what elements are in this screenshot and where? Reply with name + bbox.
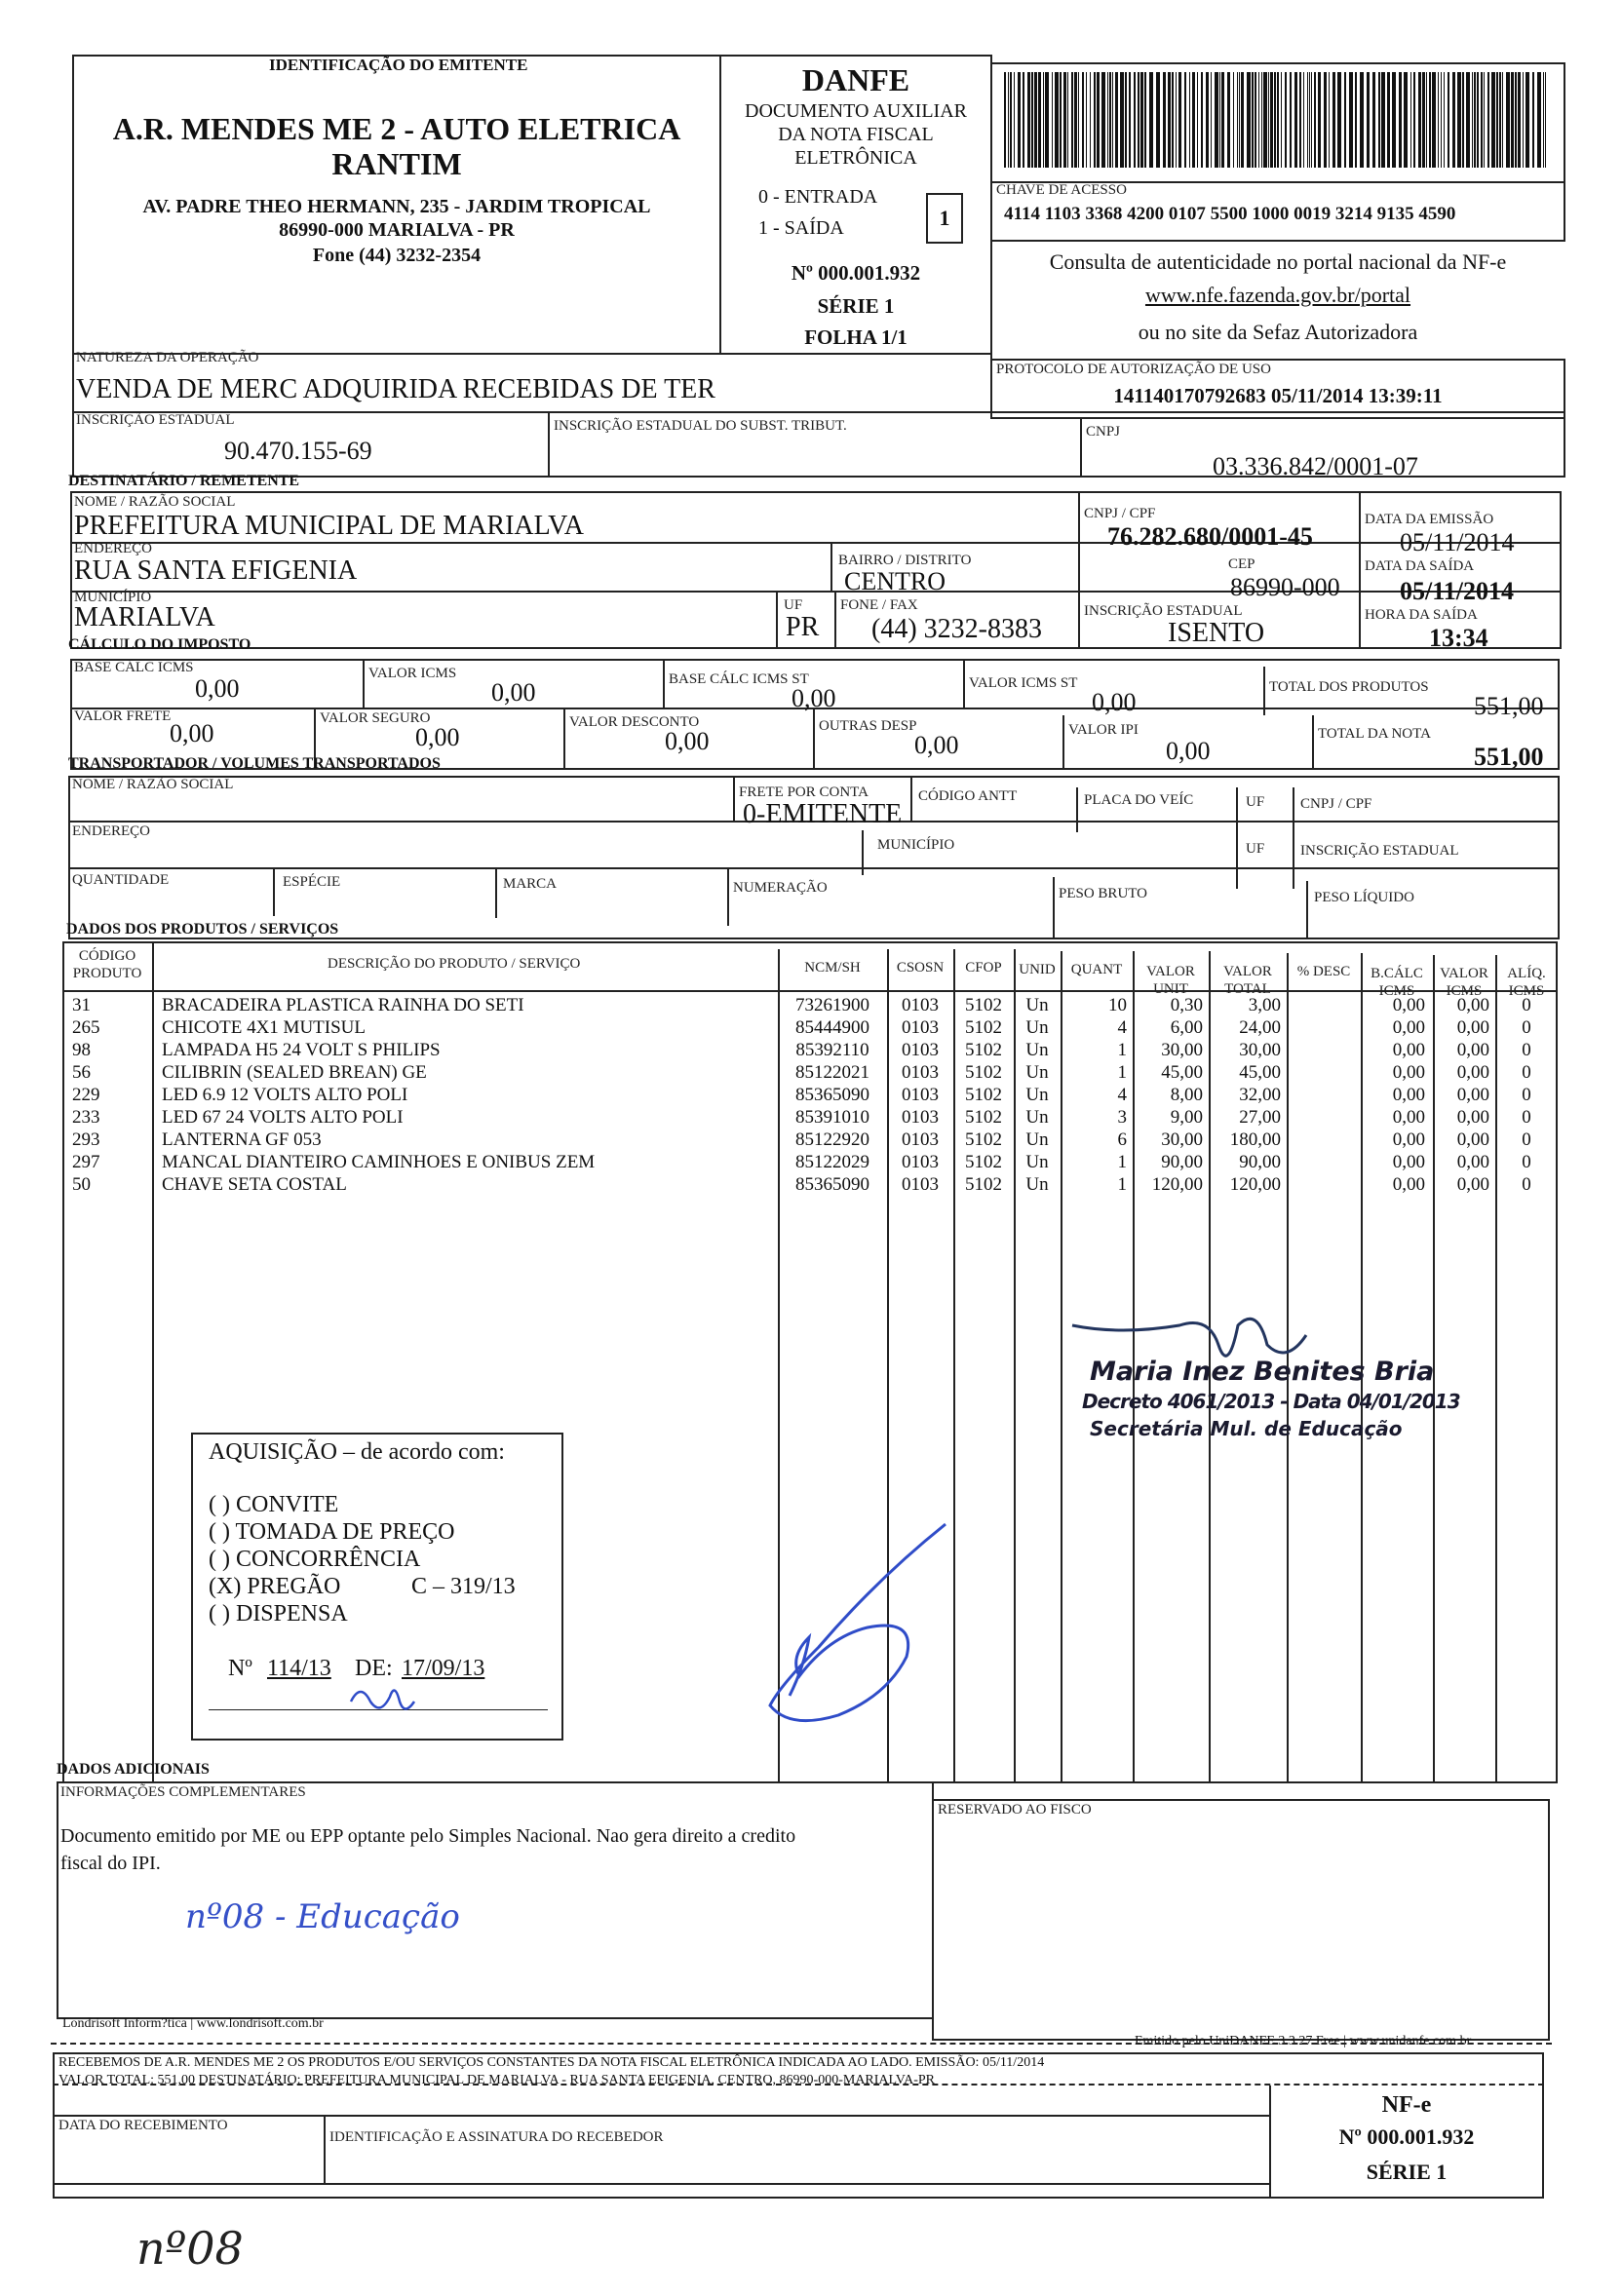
dest-saida: 05/11/2014 [1400,577,1515,605]
cell-vicms: 0,00 [1456,1062,1489,1083]
cell-vunit: 0,30 [1170,995,1203,1015]
cell-bcalc: 0,00 [1392,1085,1425,1105]
ie-st-label: INSCRIÇÃO ESTADUAL DO SUBST. TRIBUT. [554,418,847,434]
dest-municipio-label: MUNICÍPIO [74,590,152,605]
cell-ncm: 85365090 [795,1174,869,1195]
cell-vunit: 6,00 [1170,1017,1203,1038]
nfe-numero: Nº 000.001.932 [1338,2124,1475,2149]
cell-csosn: 0103 [902,1062,939,1083]
transp-numeracao-label: NUMERAÇÃO [733,880,828,896]
cell-unid: Un [1025,1040,1049,1060]
valor-icms-label: VALOR ICMS [368,666,457,681]
base-st-label: BASE CÁLC ICMS ST [669,671,809,687]
natureza-label: NATUREZA DA OPERAÇÃO [76,350,259,365]
natureza-value: VENDA DE MERC ADQUIRIDA RECEBIDAS DE TER [76,374,715,404]
cell-unid: Un [1025,1107,1049,1128]
cell-csosn: 0103 [902,995,939,1015]
th-desc: % DESC [1296,964,1351,979]
aquisicao-opt-5: ( ) DISPENSA [209,1601,348,1626]
cell-vicms: 0,00 [1456,1152,1489,1172]
aquisicao-num: 114/13 [267,1656,331,1681]
cell-aliq: 0 [1522,1085,1531,1105]
cell-ncm: 85122029 [795,1152,869,1172]
cell-bcalc: 0,00 [1392,1017,1425,1038]
total-nota-label: TOTAL DA NOTA [1318,726,1431,742]
ie-label: INSCRIÇÃO ESTADUAL [76,412,235,428]
cell-vicms: 0,00 [1456,1040,1489,1060]
seguro-label: VALOR SEGURO [320,710,431,726]
cell-quant: 4 [1117,1017,1127,1038]
desconto-label: VALOR DESCONTO [569,714,700,730]
aquisicao-title: AQUISIÇÃO – de acordo com: [209,1439,505,1465]
dest-emissao-label: DATA DA EMISSÃO [1365,512,1494,527]
imposto-box [70,659,1560,770]
ipi: 0,00 [1166,737,1211,765]
cell-cfop: 5102 [965,1040,1002,1060]
cell-quant: 6 [1117,1129,1127,1150]
cell-vunit: 8,00 [1170,1085,1203,1105]
cell-unid: Un [1025,1152,1049,1172]
outras-label: OUTRAS DESP [819,718,917,734]
dest-cnpj-label: CNPJ / CPF [1084,506,1156,521]
cell-ncm: 73261900 [795,995,869,1015]
emitente-address: AV. PADRE THEO HERMANN, 235 - JARDIM TROPICAL [142,196,651,217]
th-codigo-1: CÓDIGO [78,948,136,964]
imposto-section-label: CÁLCULO DO IMPOSTO [68,636,251,653]
emitente-name-2: RANTIM [331,146,462,181]
cell-aliq: 0 [1522,1129,1531,1150]
th-vunit-1: VALOR [1146,964,1195,979]
base-icms-label: BASE CÁLC ICMS [74,660,194,675]
chave-label: CHAVE DE ACESSO [996,182,1127,198]
protocolo-value: 141140170792683 05/11/2014 13:39:11 [1113,384,1443,407]
cell-cfop: 5102 [965,1174,1002,1195]
th-codigo-2: PRODUTO [72,966,142,981]
aquisicao-opt-2: ( ) TOMADA DE PREÇO [209,1519,455,1545]
cell-unid: Un [1025,995,1049,1015]
cell-ncm: 85391010 [795,1107,869,1128]
stamp-name: Maria Inez Benites Bria [1090,1357,1435,1387]
dest-uf: PR [786,612,820,642]
seguro: 0,00 [415,723,460,751]
cell-aliq: 0 [1522,995,1531,1015]
transp-qtd-label: QUANTIDADE [72,872,170,888]
cell-vunit: 90,00 [1161,1152,1203,1172]
th-vtotal-1: VALOR [1223,964,1272,979]
transp-frete-label: FRETE POR CONTA [739,784,869,800]
cell-vicms: 0,00 [1456,1129,1489,1150]
cell-csosn: 0103 [902,1040,939,1060]
cell-vunit: 30,00 [1161,1040,1203,1060]
th-bcalc-1: B.CÁLC [1371,966,1423,981]
total-nota: 551,00 [1474,743,1544,771]
cell-descricao: LED 67 24 VOLTS ALTO POLI [162,1107,404,1128]
transp-marca-label: MARCA [503,876,558,892]
ipi-label: VALOR IPI [1068,722,1139,738]
emitente-name-1: A.R. MENDES ME 2 - AUTO ELETRICA [112,111,681,146]
dest-ie-label: INSCRIÇÃO ESTADUAL [1084,603,1243,619]
transp-frete: 0-EMITENTE [743,799,903,829]
consulta-text-1: Consulta de autenticidade no portal nacional da NF-e [1049,249,1507,274]
cell-codigo: 297 [72,1152,100,1172]
cell-bcalc: 0,00 [1392,1174,1425,1195]
cell-descricao: LANTERNA GF 053 [162,1129,322,1150]
th-ncm: NCM/SH [804,960,861,976]
th-vunit-2: UNIT [1153,981,1188,997]
dest-bairro: CENTRO [844,567,946,595]
dest-cep-label: CEP [1228,556,1255,572]
cell-ncm: 85444900 [795,1017,869,1038]
cell-bcalc: 0,00 [1392,1152,1425,1172]
cell-unid: Un [1025,1017,1049,1038]
frete: 0,00 [170,719,214,747]
transp-cnpj-label: CNPJ / CPF [1300,796,1372,812]
cell-vtotal: 32,00 [1239,1085,1281,1105]
handwritten-bottom: nº08 [136,2222,244,2275]
dest-endereco: RUA SANTA EFIGENIA [74,555,358,586]
cell-quant: 1 [1117,1062,1127,1083]
cell-vicms: 0,00 [1456,1017,1489,1038]
cell-ncm: 85122021 [795,1062,869,1083]
th-aliq-1: ALÍQ. [1507,966,1546,981]
valor-st-label: VALOR ICMS ST [969,675,1078,691]
cell-vtotal: 45,00 [1239,1062,1281,1083]
dest-nome-label: NOME / RAZÃO SOCIAL [74,494,236,510]
cell-cfop: 5102 [965,1017,1002,1038]
th-vicms-2: ICMS [1446,983,1483,999]
outras: 0,00 [914,731,959,759]
recibo-text-1: RECEBEMOS DE A.R. MENDES ME 2 OS PRODUTOS E/OU SERVIÇOS CONSTANTES DA NOTA FISCAL ELETRÔNICA INDICADA AO LADO. EMISSÃO: 05/11/2014 [58,2055,1045,2070]
transp-endereco-label: ENDEREÇO [72,823,150,839]
cell-vtotal: 120,00 [1229,1174,1281,1195]
transp-uf2-label: UF [1246,841,1265,857]
chave-value: 4114 1103 3368 4200 0107 5500 1000 0019 3214 9135 4590 [1004,204,1456,224]
cell-codigo: 229 [72,1085,100,1105]
cell-vtotal: 90,00 [1239,1152,1281,1172]
info-text-1: Documento emitido por ME ou EPP optante pelo Simples Nacional. Nao gera direito a credito [60,1825,796,1847]
consulta-text-2: ou no site da Sefaz Autorizadora [1138,320,1418,344]
cell-codigo: 233 [72,1107,100,1128]
cell-aliq: 0 [1522,1040,1531,1060]
aquisicao-initials [341,1672,419,1721]
cell-vicms: 0,00 [1456,1174,1489,1195]
valor-icms: 0,00 [491,678,536,707]
danfe-subtitle-2: DA NOTA FISCAL [778,124,934,145]
dest-fone: (44) 3232-8383 [871,614,1042,644]
cell-cfop: 5102 [965,1152,1002,1172]
cell-codigo: 56 [72,1062,91,1083]
cell-vtotal: 3,00 [1248,995,1281,1015]
cell-descricao: CHAVE SETA COSTAL [162,1174,347,1195]
destinatario-section-label: DESTINATÁRIO / REMETENTE [68,473,300,489]
danfe-subtitle-3: ELETRÔNICA [794,147,917,169]
frete-label: VALOR FRETE [74,708,172,724]
cell-vtotal: 180,00 [1229,1129,1281,1150]
consulta-url[interactable]: www.nfe.fazenda.gov.br/portal [1144,283,1411,307]
aquisicao-de: 17/09/13 [402,1656,485,1681]
th-csosn: CSOSN [896,960,945,976]
stamp-cargo: Secretária Mul. de Educação [1090,1417,1403,1440]
cell-descricao: MANCAL DIANTEIRO CAMINHOES E ONIBUS ZEM [162,1152,596,1172]
cell-codigo: 265 [72,1017,100,1038]
danfe-tipo-box: 1 [926,193,963,244]
blue-signature [760,1520,955,1735]
cell-cfop: 5102 [965,1062,1002,1083]
total-produtos-label: TOTAL DOS PRODUTOS [1269,679,1429,695]
cnpj-emitente-label: CNPJ [1086,424,1121,440]
transp-placa-label: PLACA DO VEÍC [1084,792,1194,808]
cell-unid: Un [1025,1174,1049,1195]
cell-ncm: 85365090 [795,1085,869,1105]
cell-unid: Un [1025,1062,1049,1083]
cell-aliq: 0 [1522,1174,1531,1195]
th-bcalc-2: ICMS [1378,983,1415,999]
cell-quant: 1 [1117,1152,1127,1172]
dest-municipio: MARIALVA [74,602,215,632]
software-right: Emitido pelo UniDANFE 3.3.27 Free | www.unidanfe.com.br [1135,2034,1472,2048]
recibo-text-2: VALOR TOTAL: 551,00 DESTINATÁRIO: PREFEITURA MUNICIPAL DE MARIALVA - RUA SANTA EFIGENIA, CENTRO, 86990-000-MARIALVA-PR [58,2073,936,2087]
cell-bcalc: 0,00 [1392,995,1425,1015]
cell-quant: 1 [1117,1040,1127,1060]
cell-unid: Un [1025,1129,1049,1150]
cell-descricao: CILIBRIN (SEALED BREAN) GE [162,1062,427,1083]
dest-endereco-label: ENDEREÇO [74,541,152,556]
aquisicao-opt-4-ref: C – 319/13 [411,1574,516,1599]
protocolo-label: PROTOCOLO DE AUTORIZAÇÃO DE USO [996,362,1271,377]
cell-aliq: 0 [1522,1017,1531,1038]
fisco-box [932,1799,1550,2041]
info-text-2: fiscal do IPI. [60,1853,161,1874]
valor-st: 0,00 [1092,688,1137,716]
aquisicao-de-label: DE: [355,1656,393,1681]
aquisicao-opt-1: ( ) CONVITE [209,1492,339,1517]
dest-bairro-label: BAIRRO / DISTRITO [838,553,972,568]
dest-emissao: 05/11/2014 [1400,528,1515,556]
dest-nome: PREFEITURA MUNICIPAL DE MARIALVA [74,511,585,541]
adicionais-section-label: DADOS ADICIONAIS [57,1761,210,1778]
cell-csosn: 0103 [902,1085,939,1105]
cell-cfop: 5102 [965,995,1002,1015]
cell-bcalc: 0,00 [1392,1107,1425,1128]
info-label: INFORMAÇÕES COMPLEMENTARES [60,1784,306,1800]
aquisicao-opt-3: ( ) CONCORRÊNCIA [209,1547,421,1572]
cell-cfop: 5102 [965,1107,1002,1128]
dest-hora-label: HORA DA SAÍDA [1365,607,1478,623]
cell-aliq: 0 [1522,1152,1531,1172]
transp-municipio-label: MUNICÍPIO [877,837,955,853]
stamp-decreto: Decreto 4061/2013 - Data 04/01/2013 [1082,1390,1460,1413]
danfe-serie: SÉRIE 1 [817,294,895,318]
dest-cep: 86990-000 [1230,573,1340,601]
transp-uf-label: UF [1246,794,1265,810]
transp-ie-label: INSCRIÇÃO ESTADUAL [1300,843,1459,859]
produtos-section-label: DADOS DOS PRODUTOS / SERVIÇOS [66,921,339,938]
cell-vtotal: 24,00 [1239,1017,1281,1038]
cnpj-emitente-value: 03.336.842/0001-07 [1213,452,1418,480]
cell-csosn: 0103 [902,1152,939,1172]
dest-fone-label: FONE / FAX [840,597,918,613]
cell-vicms: 0,00 [1456,1107,1489,1128]
software-left: Londrisoft Inform?tica | www.londrisoft.com.br [62,2016,324,2031]
nfe-label: NF-e [1381,2092,1432,2118]
cell-codigo: 31 [72,995,91,1015]
fisco-label: RESERVADO AO FISCO [938,1802,1092,1818]
cell-codigo: 293 [72,1129,100,1150]
cell-descricao: CHICOTE 4X1 MUTISUL [162,1017,366,1038]
cell-csosn: 0103 [902,1107,939,1128]
cell-aliq: 0 [1522,1107,1531,1128]
cell-vunit: 120,00 [1151,1174,1203,1195]
cell-quant: 10 [1108,995,1127,1015]
cell-csosn: 0103 [902,1017,939,1038]
th-descricao: DESCRIÇÃO DO PRODUTO / SERVIÇO [328,956,581,972]
transp-peso-bruto-label: PESO BRUTO [1059,886,1147,901]
th-cfop: CFOP [965,960,1002,976]
transp-especie-label: ESPÉCIE [283,874,341,890]
cell-vicms: 0,00 [1456,1085,1489,1105]
transp-antt-label: CÓDIGO ANTT [918,788,1018,804]
th-aliq-2: ICMS [1508,983,1545,999]
cell-bcalc: 0,00 [1392,1062,1425,1083]
cell-bcalc: 0,00 [1392,1040,1425,1060]
danfe-subtitle-1: DOCUMENTO AUXILIAR [745,100,967,122]
transp-peso-liq-label: PESO LÍQUIDO [1314,890,1414,905]
cell-vtotal: 27,00 [1239,1107,1281,1128]
aquisicao-opt-4: (X) PREGÃO [209,1574,341,1599]
cell-unid: Un [1025,1085,1049,1105]
dest-cnpj: 76.282.680/0001-45 [1107,522,1313,551]
dest-hora: 13:34 [1429,624,1488,652]
transp-nome-label: NOME / RAZÃO SOCIAL [72,777,234,792]
cell-quant: 4 [1117,1085,1127,1105]
cell-bcalc: 0,00 [1392,1129,1425,1150]
danfe-title: DANFE [801,62,910,97]
aquisicao-num-label: Nº [228,1656,252,1681]
cell-codigo: 98 [72,1040,91,1060]
cell-vunit: 30,00 [1161,1129,1203,1150]
cell-quant: 1 [1117,1174,1127,1195]
danfe-numero: Nº 000.001.932 [791,261,921,285]
nfe-serie: SÉRIE 1 [1366,2160,1448,2184]
cell-quant: 3 [1117,1107,1127,1128]
cell-vunit: 45,00 [1161,1062,1203,1083]
handwritten-note: nº08 - Educação [185,1897,460,1936]
data-recebimento-label: DATA DO RECEBIMENTO [58,2118,228,2133]
th-vicms-1: VALOR [1440,966,1488,981]
th-vtotal-2: TOTAL [1224,981,1271,997]
cell-vtotal: 30,00 [1239,1040,1281,1060]
dest-ie: ISENTO [1168,618,1265,648]
dest-saida-label: DATA DA SAÍDA [1365,558,1475,574]
cell-csosn: 0103 [902,1129,939,1150]
danfe-entrada: 0 - ENTRADA [758,186,878,208]
base-icms: 0,00 [195,674,240,703]
emitente-phone: Fone (44) 3232-2354 [312,245,482,266]
cell-descricao: BRACADEIRA PLASTICA RAINHA DO SETI [162,995,524,1015]
cell-ncm: 85392110 [795,1040,869,1060]
desconto: 0,00 [665,727,710,755]
danfe-folha: FOLHA 1/1 [804,325,908,349]
danfe-saida: 1 - SAÍDA [758,217,844,239]
th-quant: QUANT [1070,962,1123,977]
cell-ncm: 85122920 [795,1129,869,1150]
transp-section-label: TRANSPORTADOR / VOLUMES TRANSPORTADOS [68,755,441,772]
ident-recebedor-label: IDENTIFICAÇÃO E ASSINATURA DO RECEBEDOR [329,2129,664,2145]
dest-uf-label: UF [784,597,803,613]
base-st: 0,00 [792,684,836,712]
total-produtos: 551,00 [1474,692,1544,720]
cell-aliq: 0 [1522,1062,1531,1083]
th-unid: UNID [1019,962,1056,977]
cell-vicms: 0,00 [1456,995,1489,1015]
cell-cfop: 5102 [965,1129,1002,1150]
cell-descricao: LAMPADA H5 24 VOLT S PHILIPS [162,1040,441,1060]
cell-vunit: 9,00 [1170,1107,1203,1128]
barcode [1004,72,1550,168]
cell-csosn: 0103 [902,1174,939,1195]
emitente-section-label: IDENTIFICAÇÃO DO EMITENTE [269,56,528,74]
ie-value: 90.470.155-69 [224,437,372,465]
emitente-city: 86990-000 MARIALVA - PR [279,219,515,241]
cell-descricao: LED 6.9 12 VOLTS ALTO POLI [162,1085,408,1105]
cell-cfop: 5102 [965,1085,1002,1105]
cell-codigo: 50 [72,1174,91,1195]
